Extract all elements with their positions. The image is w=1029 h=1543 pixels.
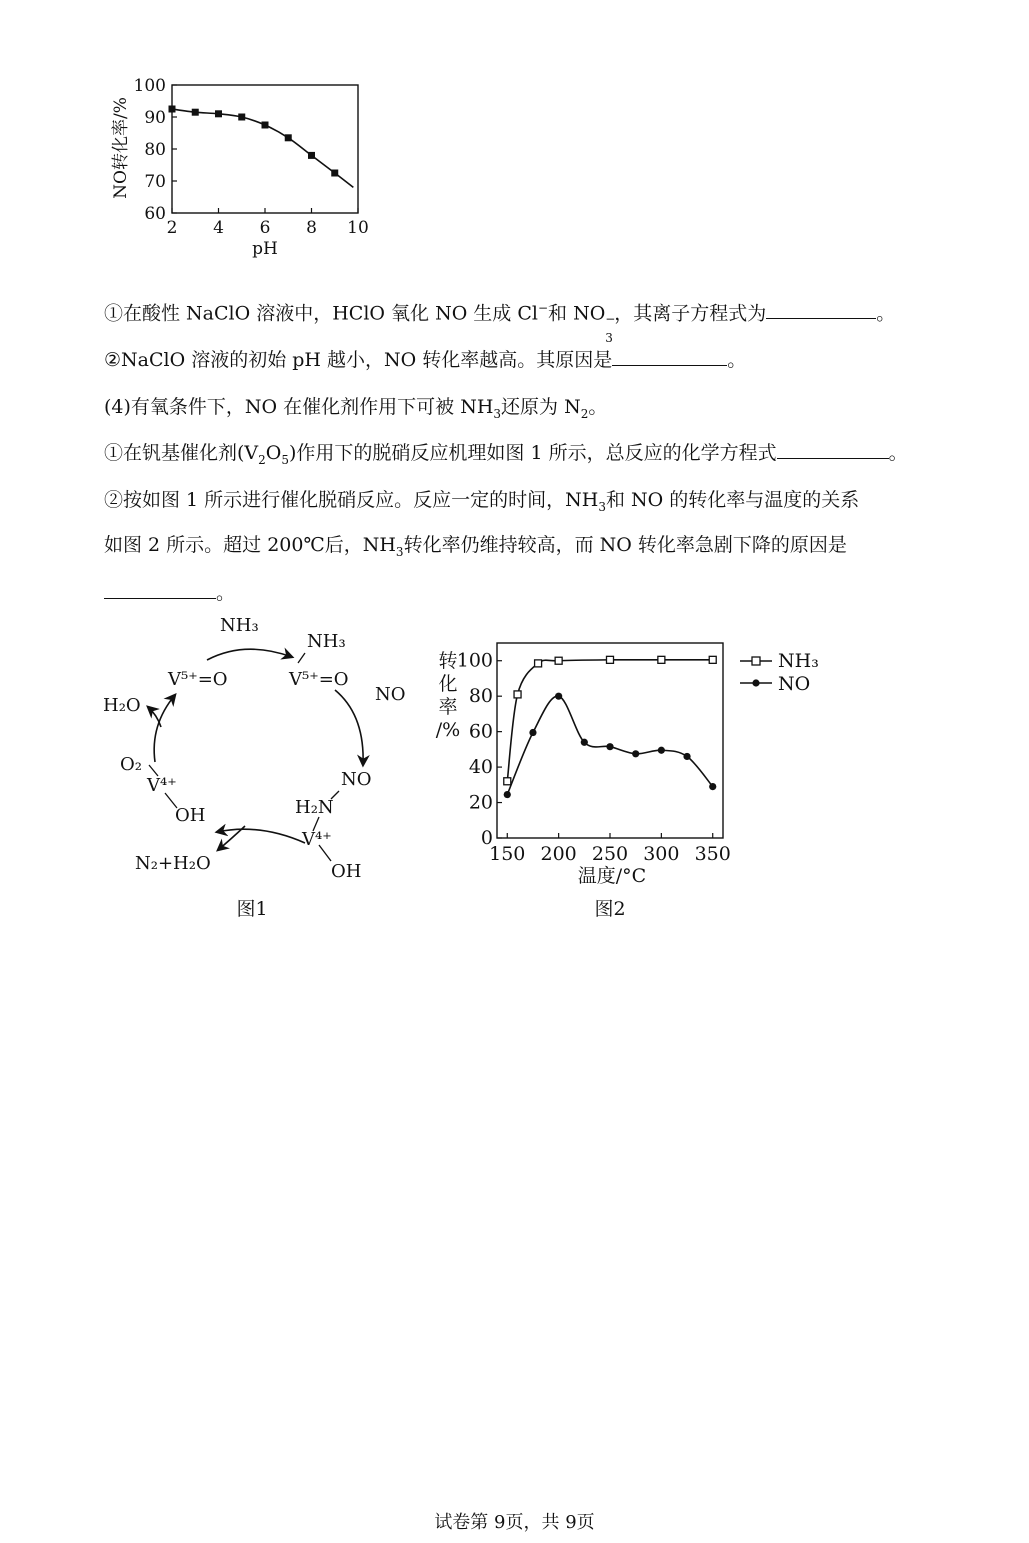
no-data-point: [709, 783, 716, 790]
question-4: (4)有氧条件下，NO 在催化剂作用下可被 $NH_3$还原为 $N_2$。: [104, 396, 608, 421]
label-oh-left: OH: [175, 805, 206, 826]
temp-chart-xtick-label: 350: [694, 843, 731, 865]
question-4-2-line2: 如图 2 所示。超过 200℃后，$NH_3$转化率仍维持较高，而 NO 转化率急剧下降的原因是: [104, 534, 847, 559]
no-data-point: [632, 750, 639, 757]
temp-chart-xtick-label: 200: [540, 843, 577, 865]
ph-chart-data-point: [238, 114, 245, 121]
question-3-1: ①在酸性 NaClO 溶液中，HClO 氧化 NO 生成 Cl−和 NO − 3 ，其离子方程式为 。: [104, 301, 896, 346]
arrow-nh3-adsorption: [207, 649, 292, 660]
ph-chart-ytick-label: 70: [144, 172, 166, 192]
arrow-reoxidation: [154, 695, 175, 762]
temp-chart-xtick-label: 150: [489, 843, 526, 865]
nh3-data-point: [607, 656, 614, 663]
arrow-branch-h2o: [148, 707, 161, 727]
temp-chart-ylabel-part: 化: [438, 673, 458, 695]
nh3-data-point: [709, 656, 716, 663]
legend-marker-no: [752, 679, 759, 686]
question-4-1: ①在钒基催化剂$(V_2O_5)$作用下的脱硝反应机理如图 1 所示，总反应的化学方程式 。: [104, 442, 908, 467]
label-nh3-in: NH₃: [220, 615, 259, 636]
label-no-bound: NO: [341, 769, 372, 790]
temp-chart-legend: [740, 650, 819, 695]
ph-chart-data-point: [285, 134, 292, 141]
ph-chart-xtick-label: 8: [306, 218, 317, 238]
temp-chart-xtick-label: 250: [591, 843, 629, 865]
ph-chart-data-point: [192, 109, 199, 116]
ph-chart-data-point: [169, 106, 176, 113]
ph-chart-frame: [172, 85, 358, 213]
bond-nh3-v: [298, 653, 305, 663]
figure-2-caption: 图2: [594, 898, 626, 920]
temp-chart-ytick-label: 60: [468, 720, 493, 743]
arrow-no-addition: [335, 690, 363, 765]
label-h2n: H₂N: [295, 797, 334, 818]
temp-chart-ytick-label: 0: [480, 827, 493, 849]
ph-chart-xtick-label: 6: [259, 218, 271, 238]
temp-chart-ytick-label: 80: [468, 685, 493, 708]
temp-chart-ytick-label: 20: [468, 791, 493, 814]
label-v5o-right: V⁵⁺=O: [289, 669, 349, 690]
mechanism-diagram: [95, 605, 435, 895]
no-data-point: [606, 743, 613, 750]
ph-chart-ylabel: NO转化率/%: [111, 97, 131, 199]
ph-chart-data-point: [308, 152, 315, 159]
temp-chart-ylabel-part: 转: [438, 650, 458, 672]
no-data-point: [529, 729, 536, 736]
arrow-release-products: [217, 829, 305, 843]
label-v4-left: V⁴⁺: [147, 775, 177, 796]
ph-chart: [100, 70, 390, 270]
nh3-data-point: [658, 656, 665, 663]
answer-blank-3-2[interactable]: [612, 347, 727, 366]
temp-chart-xtick-label: 300: [643, 843, 680, 865]
ph-chart-xtick-label: 10: [347, 218, 369, 238]
legend-label-no: NO: [778, 673, 811, 695]
ph-chart-ytick-label: 90: [144, 108, 166, 128]
label-v4-right: V⁴⁺: [302, 829, 332, 850]
nh3-data-point: [504, 778, 511, 785]
ph-chart-xtick-label: 2: [166, 218, 178, 238]
ph-chart-xlabel: pH: [252, 239, 278, 259]
figure-1-caption: 图1: [236, 898, 268, 920]
nh3-data-point: [535, 660, 542, 667]
ph-chart-data-point: [331, 170, 338, 177]
question-4-2-line3: 。: [104, 580, 235, 606]
label-oh-right: OH: [331, 861, 362, 882]
no-data-point: [658, 747, 665, 754]
legend-label-nh3: NH₃: [778, 650, 819, 672]
temp-chart-ylabel-part: /%: [435, 719, 461, 741]
label-v5o-left: V⁵⁺=O: [168, 669, 228, 690]
nh3-data-point: [514, 691, 521, 698]
answer-blank-4-2[interactable]: [104, 580, 216, 599]
ph-chart-data-point: [215, 110, 222, 117]
temp-chart-ylabel-part: 率: [438, 696, 458, 718]
ph-chart-xtick-label: 4: [213, 218, 224, 238]
label-h2o: H₂O: [103, 695, 141, 716]
no-data-point: [555, 693, 562, 700]
legend-marker-nh3: [752, 657, 760, 665]
ph-chart-series-line: [172, 109, 353, 187]
page-footer: 试卷第 9页，共 9页: [434, 1512, 595, 1533]
ph-chart-ytick-label: 80: [144, 140, 166, 160]
question-4-2-line1: ②按如图 1 所示进行催化脱硝反应。反应一定的时间，$NH_3$和 NO 的转化率与温度的关系: [104, 489, 860, 514]
ph-chart-data-point: [262, 122, 269, 129]
no-data-point: [504, 791, 511, 798]
nh3-data-point: [555, 657, 562, 664]
label-n2-h2o: N₂+H₂O: [135, 853, 211, 874]
temperature-chart: [430, 635, 840, 895]
ph-chart-ytick-label: 60: [144, 204, 166, 224]
temp-chart-xlabel: 温度/°C: [577, 865, 647, 887]
answer-blank-4-1[interactable]: [777, 440, 889, 459]
label-nh3-bound: NH₃: [307, 631, 346, 652]
ph-chart-ytick-label: 100: [133, 76, 166, 96]
label-o2: O₂: [120, 754, 142, 775]
question-3-2: ②NaClO 溶液的初始 pH 越小，NO 转化率越高。其原因是 。: [104, 349, 747, 371]
no-data-point: [581, 739, 588, 746]
temp-chart-ytick-label: 40: [468, 756, 493, 779]
answer-blank-3-1[interactable]: [766, 300, 876, 319]
temp-chart-frame: [497, 643, 723, 838]
no-data-point: [683, 753, 690, 760]
temp-chart-ytick-label: 100: [456, 649, 493, 672]
label-no-in: NO: [375, 684, 406, 705]
